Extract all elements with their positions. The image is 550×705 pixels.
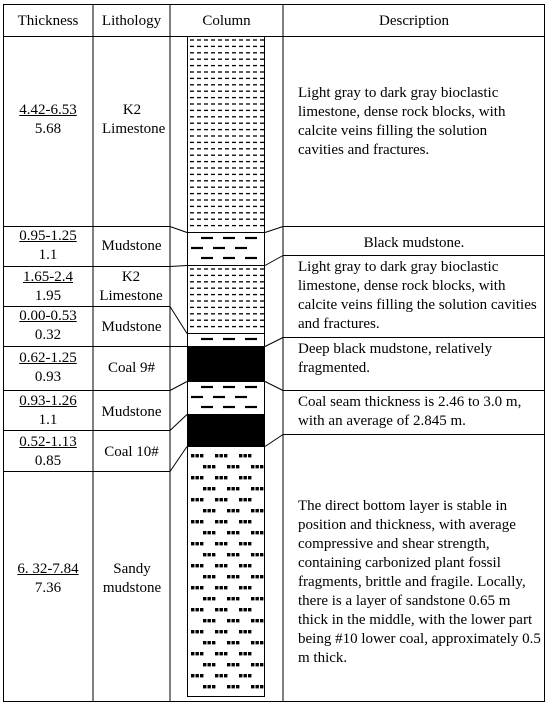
- header-thickness: Thickness: [17, 13, 79, 29]
- sandy-mudstone-dot: [256, 619, 259, 622]
- connector-line: [170, 382, 187, 391]
- sandy-mudstone-dot: [208, 487, 211, 490]
- sandy-mudstone-dot: [251, 487, 254, 490]
- sandy-mudstone-dot: [203, 619, 206, 622]
- sandy-mudstone-dot: [208, 597, 211, 600]
- sandy-mudstone-dot: [232, 685, 235, 688]
- connector-line: [170, 307, 187, 334]
- sandy-mudstone-dot: [191, 586, 194, 589]
- sandy-mudstone-dot: [203, 531, 206, 534]
- sandy-mudstone-dot: [208, 465, 211, 468]
- sandy-mudstone-dot: [239, 652, 242, 655]
- sandy-mudstone-dot: [251, 509, 254, 512]
- sandy-mudstone-dot: [236, 509, 239, 512]
- sandy-mudstone-dot: [251, 619, 254, 622]
- sandy-mudstone-dot: [260, 575, 263, 578]
- sandy-mudstone-dot: [212, 487, 215, 490]
- sandy-mudstone-dot: [227, 465, 230, 468]
- sandy-mudstone-dot: [208, 641, 211, 644]
- sandy-mudstone-dot: [220, 652, 223, 655]
- sandy-mudstone-dot: [200, 520, 203, 523]
- sandy-mudstone-dot: [203, 597, 206, 600]
- sandy-mudstone-dot: [208, 663, 211, 666]
- sandy-mudstone-dot: [212, 663, 215, 666]
- description-text: Light gray to dark gray bioclastic limestone, dense rock blocks, with calcite veins filling the solution cavities and fractures.: [298, 85, 506, 158]
- sandy-mudstone-dot: [215, 674, 218, 677]
- sandy-mudstone-dot: [200, 476, 203, 479]
- thickness-cell: [3, 227, 93, 265]
- sandy-mudstone-dot: [244, 542, 247, 545]
- connector-line: [265, 435, 283, 447]
- sandy-mudstone-dot: [200, 652, 203, 655]
- sandy-mudstone-dot: [251, 597, 254, 600]
- sandy-mudstone-dot: [236, 465, 239, 468]
- sandy-mudstone-dot: [220, 520, 223, 523]
- sandy-mudstone-dot: [244, 564, 247, 567]
- lithology-label: Mudstone: [101, 404, 162, 420]
- sandy-mudstone-dot: [212, 553, 215, 556]
- thickness-range: 0.93-1.26: [19, 393, 77, 409]
- sandy-mudstone-dot: [239, 476, 242, 479]
- sandy-mudstone-dot: [256, 685, 259, 688]
- sandy-mudstone-dot: [244, 630, 247, 633]
- sandy-mudstone-dot: [203, 575, 206, 578]
- thickness-range: 0.00-0.53: [19, 308, 77, 324]
- sandy-mudstone-dot: [215, 564, 218, 567]
- sandy-mudstone-dot: [220, 498, 223, 501]
- sandy-mudstone-dot: [232, 575, 235, 578]
- sandy-mudstone-dot: [191, 498, 194, 501]
- thickness-average: 1.95: [34, 288, 62, 304]
- sandy-mudstone-dot: [215, 454, 218, 457]
- sandy-mudstone-dot: [248, 608, 251, 611]
- thickness-average: 7.36: [34, 580, 62, 596]
- sandy-mudstone-dot: [212, 685, 215, 688]
- sandy-mudstone-dot: [260, 465, 263, 468]
- lithology-label: Coal 10#: [104, 444, 159, 460]
- sandy-mudstone-dot: [232, 487, 235, 490]
- sandy-mudstone-dot: [232, 619, 235, 622]
- description-text: Black mudstone.: [363, 235, 465, 251]
- sandy-mudstone-dot: [239, 564, 242, 567]
- header-lithology: Lithology: [101, 13, 162, 29]
- sandy-mudstone-dot: [220, 608, 223, 611]
- sandy-mudstone-dot: [248, 586, 251, 589]
- sandy-mudstone-dot: [239, 608, 242, 611]
- sandy-mudstone-dot: [260, 619, 263, 622]
- thickness-cell: [3, 560, 93, 598]
- description-text: Deep black mudstone, relatively fragmented.: [298, 341, 493, 376]
- sandy-mudstone-dot: [200, 564, 203, 567]
- sandy-mudstone-dot: [239, 674, 242, 677]
- sandy-mudstone-dot: [196, 476, 199, 479]
- sandy-mudstone-dot: [251, 465, 254, 468]
- sandy-mudstone-dot: [248, 674, 251, 677]
- sandy-mudstone-dot: [256, 663, 259, 666]
- sandy-mudstone-dot: [203, 509, 206, 512]
- sandy-mudstone-dot: [232, 663, 235, 666]
- sandy-mudstone-dot: [196, 674, 199, 677]
- thickness-cell: [3, 433, 93, 471]
- sandy-mudstone-dot: [220, 476, 223, 479]
- sandy-mudstone-dot: [256, 465, 259, 468]
- sandy-mudstone-dot: [232, 509, 235, 512]
- sandy-mudstone-dot: [191, 652, 194, 655]
- sandy-mudstone-dot: [208, 619, 211, 622]
- sandy-mudstone-dot: [215, 520, 218, 523]
- sandy-mudstone-dot: [236, 575, 239, 578]
- sandy-mudstone-dot: [203, 663, 206, 666]
- sandy-mudstone-dot: [200, 630, 203, 633]
- sandy-mudstone-dot: [203, 465, 206, 468]
- sandy-mudstone-dot: [191, 520, 194, 523]
- sandy-mudstone-dot: [220, 674, 223, 677]
- sandy-mudstone-dot: [227, 641, 230, 644]
- sandy-mudstone-dot: [256, 597, 259, 600]
- sandy-mudstone-dot: [256, 575, 259, 578]
- sandy-mudstone-dot: [208, 553, 211, 556]
- thickness-range: 6. 32-7.84: [17, 561, 79, 577]
- sandy-mudstone-dot: [224, 630, 227, 633]
- thickness-average: 5.68: [34, 121, 62, 137]
- sandy-mudstone-dot: [208, 685, 211, 688]
- lithology-label: K2 Limestone: [102, 102, 166, 137]
- sandy-mudstone-dot: [256, 641, 259, 644]
- sandy-mudstone-dot: [212, 509, 215, 512]
- description-text: The direct bottom layer is stable in position and thickness, with average compressive and shear strength, containing carbonized plant fossil fragments, brittle and fragile. Locally, there is a layer of sandstone 0.65 m thick in the middle, with the lower part being #10 lower coal, approximately 0.5 m thick.: [298, 498, 541, 666]
- sandy-mudstone-dot: [208, 575, 211, 578]
- sandy-mudstone-dot: [260, 641, 263, 644]
- sandy-mudstone-dot: [244, 498, 247, 501]
- sandy-mudstone-dot: [251, 575, 254, 578]
- sandy-mudstone-dot: [215, 652, 218, 655]
- sandy-mudstone-dot: [196, 652, 199, 655]
- sandy-mudstone-dot: [191, 630, 194, 633]
- sandy-mudstone-dot: [212, 641, 215, 644]
- lithology-label: K2 Limestone: [99, 269, 163, 304]
- sandy-mudstone-dot: [191, 608, 194, 611]
- sandy-mudstone-dot: [251, 531, 254, 534]
- sandy-mudstone-dot: [232, 531, 235, 534]
- sandy-mudstone-dot: [212, 531, 215, 534]
- sandy-mudstone-dot: [256, 509, 259, 512]
- sandy-mudstone-dot: [260, 531, 263, 534]
- sandy-mudstone-dot: [251, 553, 254, 556]
- thickness-range: 0.52-1.13: [19, 434, 77, 450]
- thickness-cell: [3, 101, 93, 139]
- thickness-average: 1.1: [38, 247, 58, 263]
- sandy-mudstone-dot: [203, 487, 206, 490]
- thickness-range: 1.65-2.4: [23, 269, 73, 285]
- sandy-mudstone-dot: [256, 531, 259, 534]
- sandy-mudstone-dot: [203, 553, 206, 556]
- sandy-mudstone-dot: [244, 608, 247, 611]
- thickness-average: 0.85: [34, 453, 62, 469]
- description-text: Coal seam thickness is 2.46 to 3.0 m, with an average of 2.845 m.: [298, 394, 522, 429]
- sandy-mudstone-dot: [200, 454, 203, 457]
- sandy-mudstone-dot: [224, 498, 227, 501]
- lithology-label: Mudstone: [101, 319, 162, 335]
- header-column: Column: [202, 13, 251, 29]
- sandy-mudstone-dot: [200, 586, 203, 589]
- sandy-mudstone-dot: [236, 619, 239, 622]
- sandy-mudstone-dot: [260, 487, 263, 490]
- sandy-mudstone-dot: [196, 608, 199, 611]
- sandy-mudstone-dot: [244, 476, 247, 479]
- thickness-cell: [3, 307, 93, 345]
- sandy-mudstone-dot: [212, 597, 215, 600]
- sandy-mudstone-dot: [215, 630, 218, 633]
- sandy-mudstone-dot: [227, 487, 230, 490]
- sandy-mudstone-dot: [215, 542, 218, 545]
- sandy-mudstone-dot: [191, 564, 194, 567]
- coal-fill: [187, 346, 265, 381]
- sandy-mudstone-dot: [248, 498, 251, 501]
- sandy-mudstone-dot: [232, 641, 235, 644]
- sandy-mudstone-dot: [244, 674, 247, 677]
- sandy-mudstone-dot: [215, 476, 218, 479]
- sandy-mudstone-dot: [248, 542, 251, 545]
- lithology-label: Coal 9#: [107, 360, 156, 376]
- sandy-mudstone-dot: [227, 509, 230, 512]
- sandy-mudstone-dot: [227, 553, 230, 556]
- sandy-mudstone-dot: [244, 652, 247, 655]
- sandy-mudstone-dot: [239, 630, 242, 633]
- sandy-mudstone-dot: [224, 476, 227, 479]
- sandy-mudstone-dot: [227, 685, 230, 688]
- sandy-mudstone-dot: [244, 454, 247, 457]
- sandy-mudstone-dot: [215, 586, 218, 589]
- connector-line: [170, 266, 187, 267]
- sandy-mudstone-dot: [191, 542, 194, 545]
- lithology-label: Sandy mudstone: [102, 561, 162, 596]
- sandy-mudstone-dot: [215, 608, 218, 611]
- sandy-mudstone-dot: [256, 487, 259, 490]
- sandy-mudstone-dot: [227, 597, 230, 600]
- sandy-mudstone-dot: [232, 553, 235, 556]
- sandy-mudstone-dot: [212, 465, 215, 468]
- sandy-mudstone-dot: [251, 685, 254, 688]
- sandy-mudstone-dot: [220, 586, 223, 589]
- sandy-mudstone-dot: [196, 542, 199, 545]
- sandy-mudstone-dot: [200, 498, 203, 501]
- sandy-mudstone-dot: [227, 619, 230, 622]
- sandy-mudstone-dot: [244, 586, 247, 589]
- sandy-mudstone-dot: [248, 652, 251, 655]
- sandy-mudstone-dot: [236, 685, 239, 688]
- sandy-mudstone-dot: [236, 531, 239, 534]
- sandy-mudstone-dot: [260, 597, 263, 600]
- sandy-mudstone-dot: [236, 487, 239, 490]
- sandy-mudstone-dot: [200, 674, 203, 677]
- sandy-mudstone-dot: [248, 564, 251, 567]
- sandy-mudstone-dot: [248, 520, 251, 523]
- sandy-mudstone-dot: [220, 454, 223, 457]
- thickness-average: 0.93: [34, 369, 62, 385]
- sandy-mudstone-dot: [227, 575, 230, 578]
- sandy-mudstone-dot: [196, 586, 199, 589]
- lithology-label: Mudstone: [101, 238, 162, 254]
- sandy-mudstone-dot: [208, 509, 211, 512]
- sandy-mudstone-dot: [260, 663, 263, 666]
- thickness-range: 4.42-6.53: [19, 102, 77, 118]
- connector-line: [265, 338, 283, 347]
- sandy-mudstone-dot: [236, 597, 239, 600]
- sandy-mudstone-dot: [215, 498, 218, 501]
- coal-fill: [187, 414, 265, 446]
- connector-line: [265, 382, 283, 391]
- sandy-mudstone-dot: [239, 542, 242, 545]
- header-description: Description: [379, 13, 449, 29]
- connector-line: [265, 227, 283, 233]
- sandy-mudstone-dot: [200, 608, 203, 611]
- sandy-mudstone-dot: [239, 586, 242, 589]
- connector-line: [170, 227, 187, 233]
- thickness-range: 0.95-1.25: [19, 228, 77, 244]
- sandy-mudstone-dot: [203, 685, 206, 688]
- sandy-mudstone-dot: [239, 520, 242, 523]
- sandy-mudstone-dot: [260, 509, 263, 512]
- thickness-cell: [3, 349, 93, 387]
- connector-line: [265, 256, 283, 266]
- sandy-mudstone-dot: [236, 663, 239, 666]
- sandy-mudstone-dot: [224, 608, 227, 611]
- sandy-mudstone-dot: [220, 564, 223, 567]
- sandy-mudstone-dot: [203, 641, 206, 644]
- thickness-range: 0.62-1.25: [19, 350, 77, 366]
- sandy-mudstone-dot: [260, 685, 263, 688]
- description-text: Light gray to dark gray bioclastic limestone, dense rock blocks, with calcite veins filling the solution cavities and fractures.: [298, 259, 537, 332]
- sandy-mudstone-dot: [224, 652, 227, 655]
- thickness-cell: [3, 392, 93, 430]
- sandy-mudstone-dot: [196, 454, 199, 457]
- sandy-mudstone-dot: [239, 454, 242, 457]
- connector-line: [170, 447, 187, 472]
- sandy-mudstone-dot: [220, 542, 223, 545]
- sandy-mudstone-dot: [200, 542, 203, 545]
- sandy-mudstone-dot: [224, 674, 227, 677]
- sandy-mudstone-dot: [239, 498, 242, 501]
- sandy-mudstone-dot: [236, 553, 239, 556]
- sandy-mudstone-dot: [224, 564, 227, 567]
- sandy-mudstone-dot: [244, 520, 247, 523]
- sandy-mudstone-dot: [251, 663, 254, 666]
- sandy-mudstone-dot: [236, 641, 239, 644]
- sandy-mudstone-dot: [191, 674, 194, 677]
- sandy-mudstone-dot: [224, 542, 227, 545]
- sandy-mudstone-dot: [232, 465, 235, 468]
- sandy-mudstone-dot: [232, 597, 235, 600]
- sandy-mudstone-dot: [224, 520, 227, 523]
- sandy-mudstone-dot: [196, 498, 199, 501]
- sandy-mudstone-dot: [196, 564, 199, 567]
- thickness-cell: [3, 268, 93, 306]
- sandy-mudstone-dot: [260, 553, 263, 556]
- thickness-average: 1.1: [38, 412, 58, 428]
- sandy-mudstone-dot: [227, 663, 230, 666]
- sandy-mudstone-dot: [212, 575, 215, 578]
- sandy-mudstone-dot: [196, 630, 199, 633]
- sandy-mudstone-dot: [196, 520, 199, 523]
- sandy-mudstone-dot: [224, 586, 227, 589]
- sandy-mudstone-dot: [191, 454, 194, 457]
- sandy-mudstone-dot: [256, 553, 259, 556]
- sandy-mudstone-dot: [224, 454, 227, 457]
- sandy-mudstone-dot: [227, 531, 230, 534]
- connector-line: [170, 415, 187, 431]
- sandy-mudstone-dot: [248, 630, 251, 633]
- sandy-mudstone-dot: [251, 641, 254, 644]
- sandy-mudstone-dot: [191, 476, 194, 479]
- thickness-average: 0.32: [34, 327, 62, 343]
- sandy-mudstone-dot: [220, 630, 223, 633]
- sandy-mudstone-dot: [248, 454, 251, 457]
- sandy-mudstone-dot: [212, 619, 215, 622]
- sandy-mudstone-dot: [248, 476, 251, 479]
- sandy-mudstone-dot: [208, 531, 211, 534]
